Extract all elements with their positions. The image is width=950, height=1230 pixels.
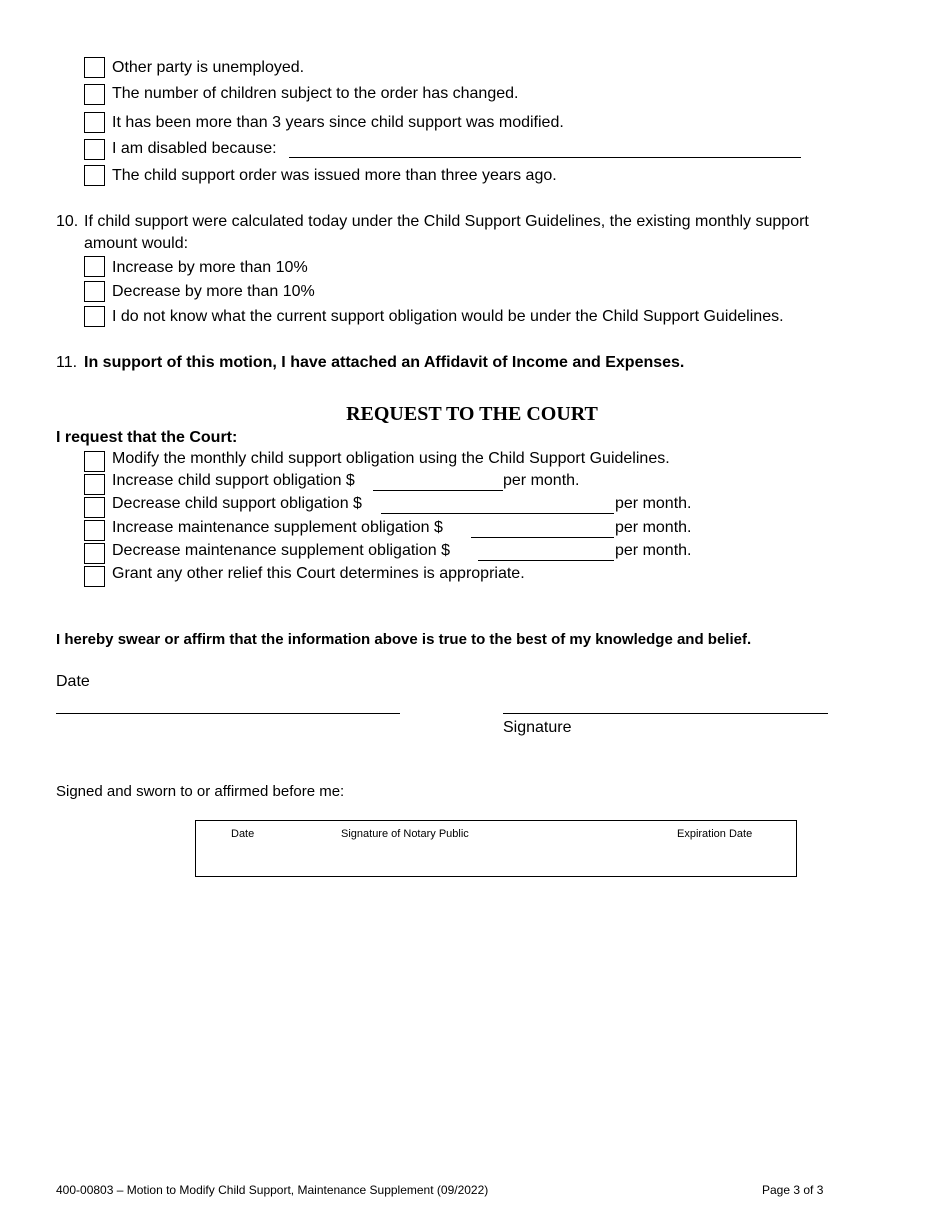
per-month-label: per month. [615,519,692,536]
request-option-label: Grant any other relief this Court determines is appropriate. [112,565,525,582]
checkbox-disabled[interactable] [84,139,105,160]
reason-label: The child support order was issued more than three years ago. [112,167,557,184]
checkbox-decrease-10[interactable] [84,281,105,302]
q10-number: 10. [56,213,79,230]
q10-option-label: Increase by more than 10% [112,259,308,276]
footer-page-number: Page 3 of 3 [762,1183,824,1197]
checkbox-modify-guidelines[interactable] [84,451,105,472]
request-option-label: Increase maintenance supplement obligation $ [112,519,443,536]
reason-label: It has been more than 3 years since child support was modified. [112,114,564,131]
checkbox-decrease-child-support[interactable] [84,497,105,518]
request-option-label: Increase child support obligation $ [112,472,355,489]
per-month-label: per month. [503,472,580,489]
date-field[interactable] [56,713,400,714]
q10-option-label: I do not know what the current support obligation would be under the Child Support Guidelines. [112,308,784,325]
notary-intro: Signed and sworn to or affirmed before me: [56,783,345,800]
q10-text-line1: If child support were calculated today under the Child Support Guidelines, the existing monthly support [84,213,809,230]
checkbox-increase-child-support[interactable] [84,474,105,495]
notary-box[interactable] [195,820,797,877]
reason-label: I am disabled because: [112,140,277,157]
decrease-child-support-amount-field[interactable] [381,513,614,514]
signature-field[interactable] [503,713,828,714]
increase-child-support-amount-field[interactable] [373,490,503,491]
checkbox-increase-10[interactable] [84,256,105,277]
footer-form-id: 400-00803 – Motion to Modify Child Support, Maintenance Supplement (09/2022) [56,1183,489,1197]
decrease-maintenance-amount-field[interactable] [478,560,614,561]
reason-label: The number of children subject to the order has changed. [112,85,519,102]
notary-expiration-label: Expiration Date [677,828,753,840]
request-option-label: Modify the monthly child support obligation using the Child Support Guidelines. [112,450,670,467]
per-month-label: per month. [615,542,692,559]
request-option-label: Decrease child support obligation $ [112,495,362,512]
checkbox-order-issued-three-years[interactable] [84,165,105,186]
q11-text: In support of this motion, I have attached an Affidavit of Income and Expenses. [84,354,685,371]
checkbox-three-years-modified[interactable] [84,112,105,133]
per-month-label: per month. [615,495,692,512]
checkbox-unknown[interactable] [84,306,105,327]
date-label: Date [56,673,90,690]
notary-date-label: Date [231,828,255,840]
request-option-label: Decrease maintenance supplement obligation $ [112,542,450,559]
q10-option-label: Decrease by more than 10% [112,283,315,300]
notary-signature-label: Signature of Notary Public [341,828,469,840]
q11-number: 11. [56,354,78,371]
reason-label: Other party is unemployed. [112,59,305,76]
checkbox-increase-maintenance[interactable] [84,520,105,541]
request-intro: I request that the Court: [56,429,238,446]
signature-label: Signature [503,719,572,736]
increase-maintenance-amount-field[interactable] [471,537,614,538]
checkbox-other-relief[interactable] [84,566,105,587]
disabled-reason-field[interactable] [289,157,801,158]
request-heading: REQUEST TO THE COURT [346,403,598,425]
checkbox-decrease-maintenance[interactable] [84,543,105,564]
checkbox-other-party-unemployed[interactable] [84,57,105,78]
checkbox-children-changed[interactable] [84,84,105,105]
q10-text-line2: amount would: [84,235,189,252]
oath-statement: I hereby swear or affirm that the information above is true to the best of my knowledge and belief. [56,631,752,648]
